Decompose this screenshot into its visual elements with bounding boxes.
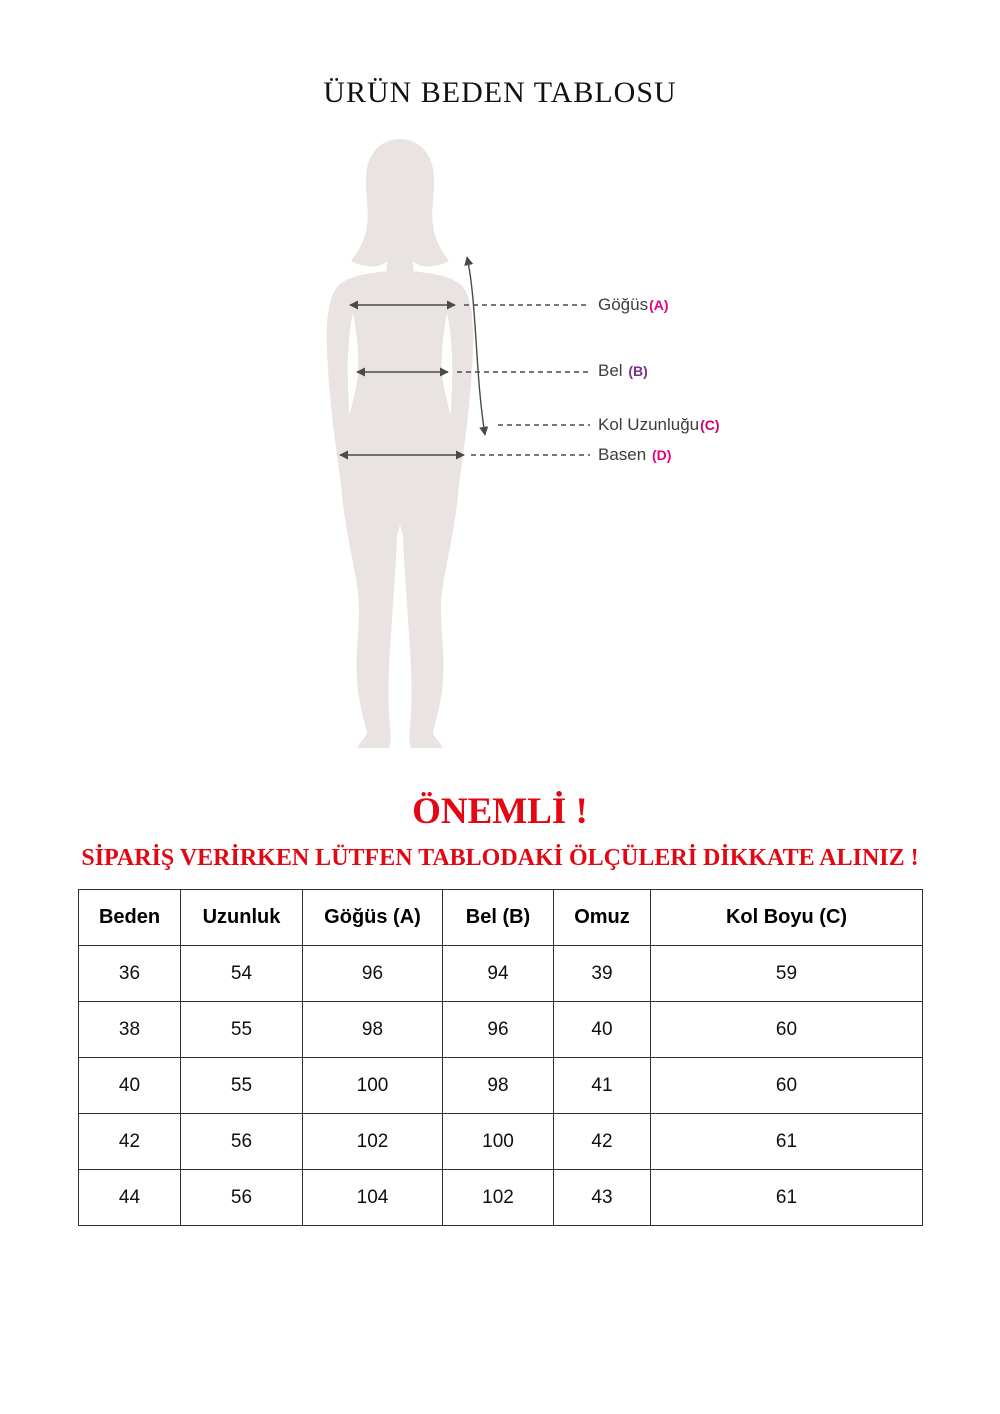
header-shoulder: Omuz: [554, 890, 651, 946]
cell: 102: [303, 1114, 443, 1170]
header-length: Uzunluk: [181, 890, 303, 946]
table-row: [79, 1058, 923, 1114]
measurement-diagram: [240, 135, 860, 755]
cell: 98: [443, 1058, 554, 1114]
cell: 61: [651, 1170, 923, 1226]
label-arm-length-code: (C): [700, 417, 720, 433]
cell: 100: [303, 1058, 443, 1114]
important-heading: ÖNEMLİ !: [412, 791, 588, 832]
label-chest-code: (A): [649, 297, 669, 313]
label-hip-text: Basen: [598, 445, 647, 464]
cell: 102: [443, 1170, 554, 1226]
cell: 96: [443, 1002, 554, 1058]
cell: 40: [554, 1002, 651, 1058]
cell: 96: [303, 946, 443, 1002]
cell: 61: [651, 1114, 923, 1170]
label-waist-text: Bel: [598, 361, 623, 380]
cell: 56: [181, 1114, 303, 1170]
table-row: [79, 1002, 923, 1058]
warning-text: SİPARİŞ VERİRKEN LÜTFEN TABLODAKİ ÖLÇÜLERİ DİKKATE ALINIZ !: [81, 845, 919, 871]
cell: 100: [443, 1114, 554, 1170]
cell: 42: [554, 1114, 651, 1170]
header-waist: Bel (B): [443, 890, 554, 946]
label-arm-length-text: Kol Uzunluğu: [598, 415, 700, 434]
cell: 54: [181, 946, 303, 1002]
cell: 59: [651, 946, 923, 1002]
cell: 42: [79, 1114, 181, 1170]
cell: 55: [181, 1002, 303, 1058]
cell: 39: [554, 946, 651, 1002]
cell: 43: [554, 1170, 651, 1226]
cell: 94: [443, 946, 554, 1002]
label-waist: [598, 361, 648, 381]
size-table: [78, 889, 923, 1226]
body-silhouette-graphic: [240, 135, 600, 755]
cell: 41: [554, 1058, 651, 1114]
silhouette-body: [327, 271, 473, 748]
cell: 38: [79, 1002, 181, 1058]
label-chest-text: Göğüs: [598, 295, 649, 314]
label-hip-code: (D): [651, 447, 672, 463]
table-header-row: [79, 890, 923, 946]
page-title: ÜRÜN BEDEN TABLOSU: [323, 76, 677, 109]
cell: 55: [181, 1058, 303, 1114]
table-row: [79, 1114, 923, 1170]
cell: 40: [79, 1058, 181, 1114]
cell: 104: [303, 1170, 443, 1226]
label-waist-code: (B): [628, 363, 648, 379]
label-hip: [598, 445, 671, 465]
cell: 36: [79, 946, 181, 1002]
table-row: [79, 1170, 923, 1226]
label-arm-length: [598, 415, 720, 435]
table-row: [79, 946, 923, 1002]
cell: 60: [651, 1058, 923, 1114]
header-arm: Kol Boyu (C): [651, 890, 923, 946]
label-chest: [598, 295, 669, 315]
cell: 60: [651, 1002, 923, 1058]
cell: 56: [181, 1170, 303, 1226]
header-size: Beden: [79, 890, 181, 946]
header-chest: Göğüs (A): [303, 890, 443, 946]
cell: 98: [303, 1002, 443, 1058]
cell: 44: [79, 1170, 181, 1226]
